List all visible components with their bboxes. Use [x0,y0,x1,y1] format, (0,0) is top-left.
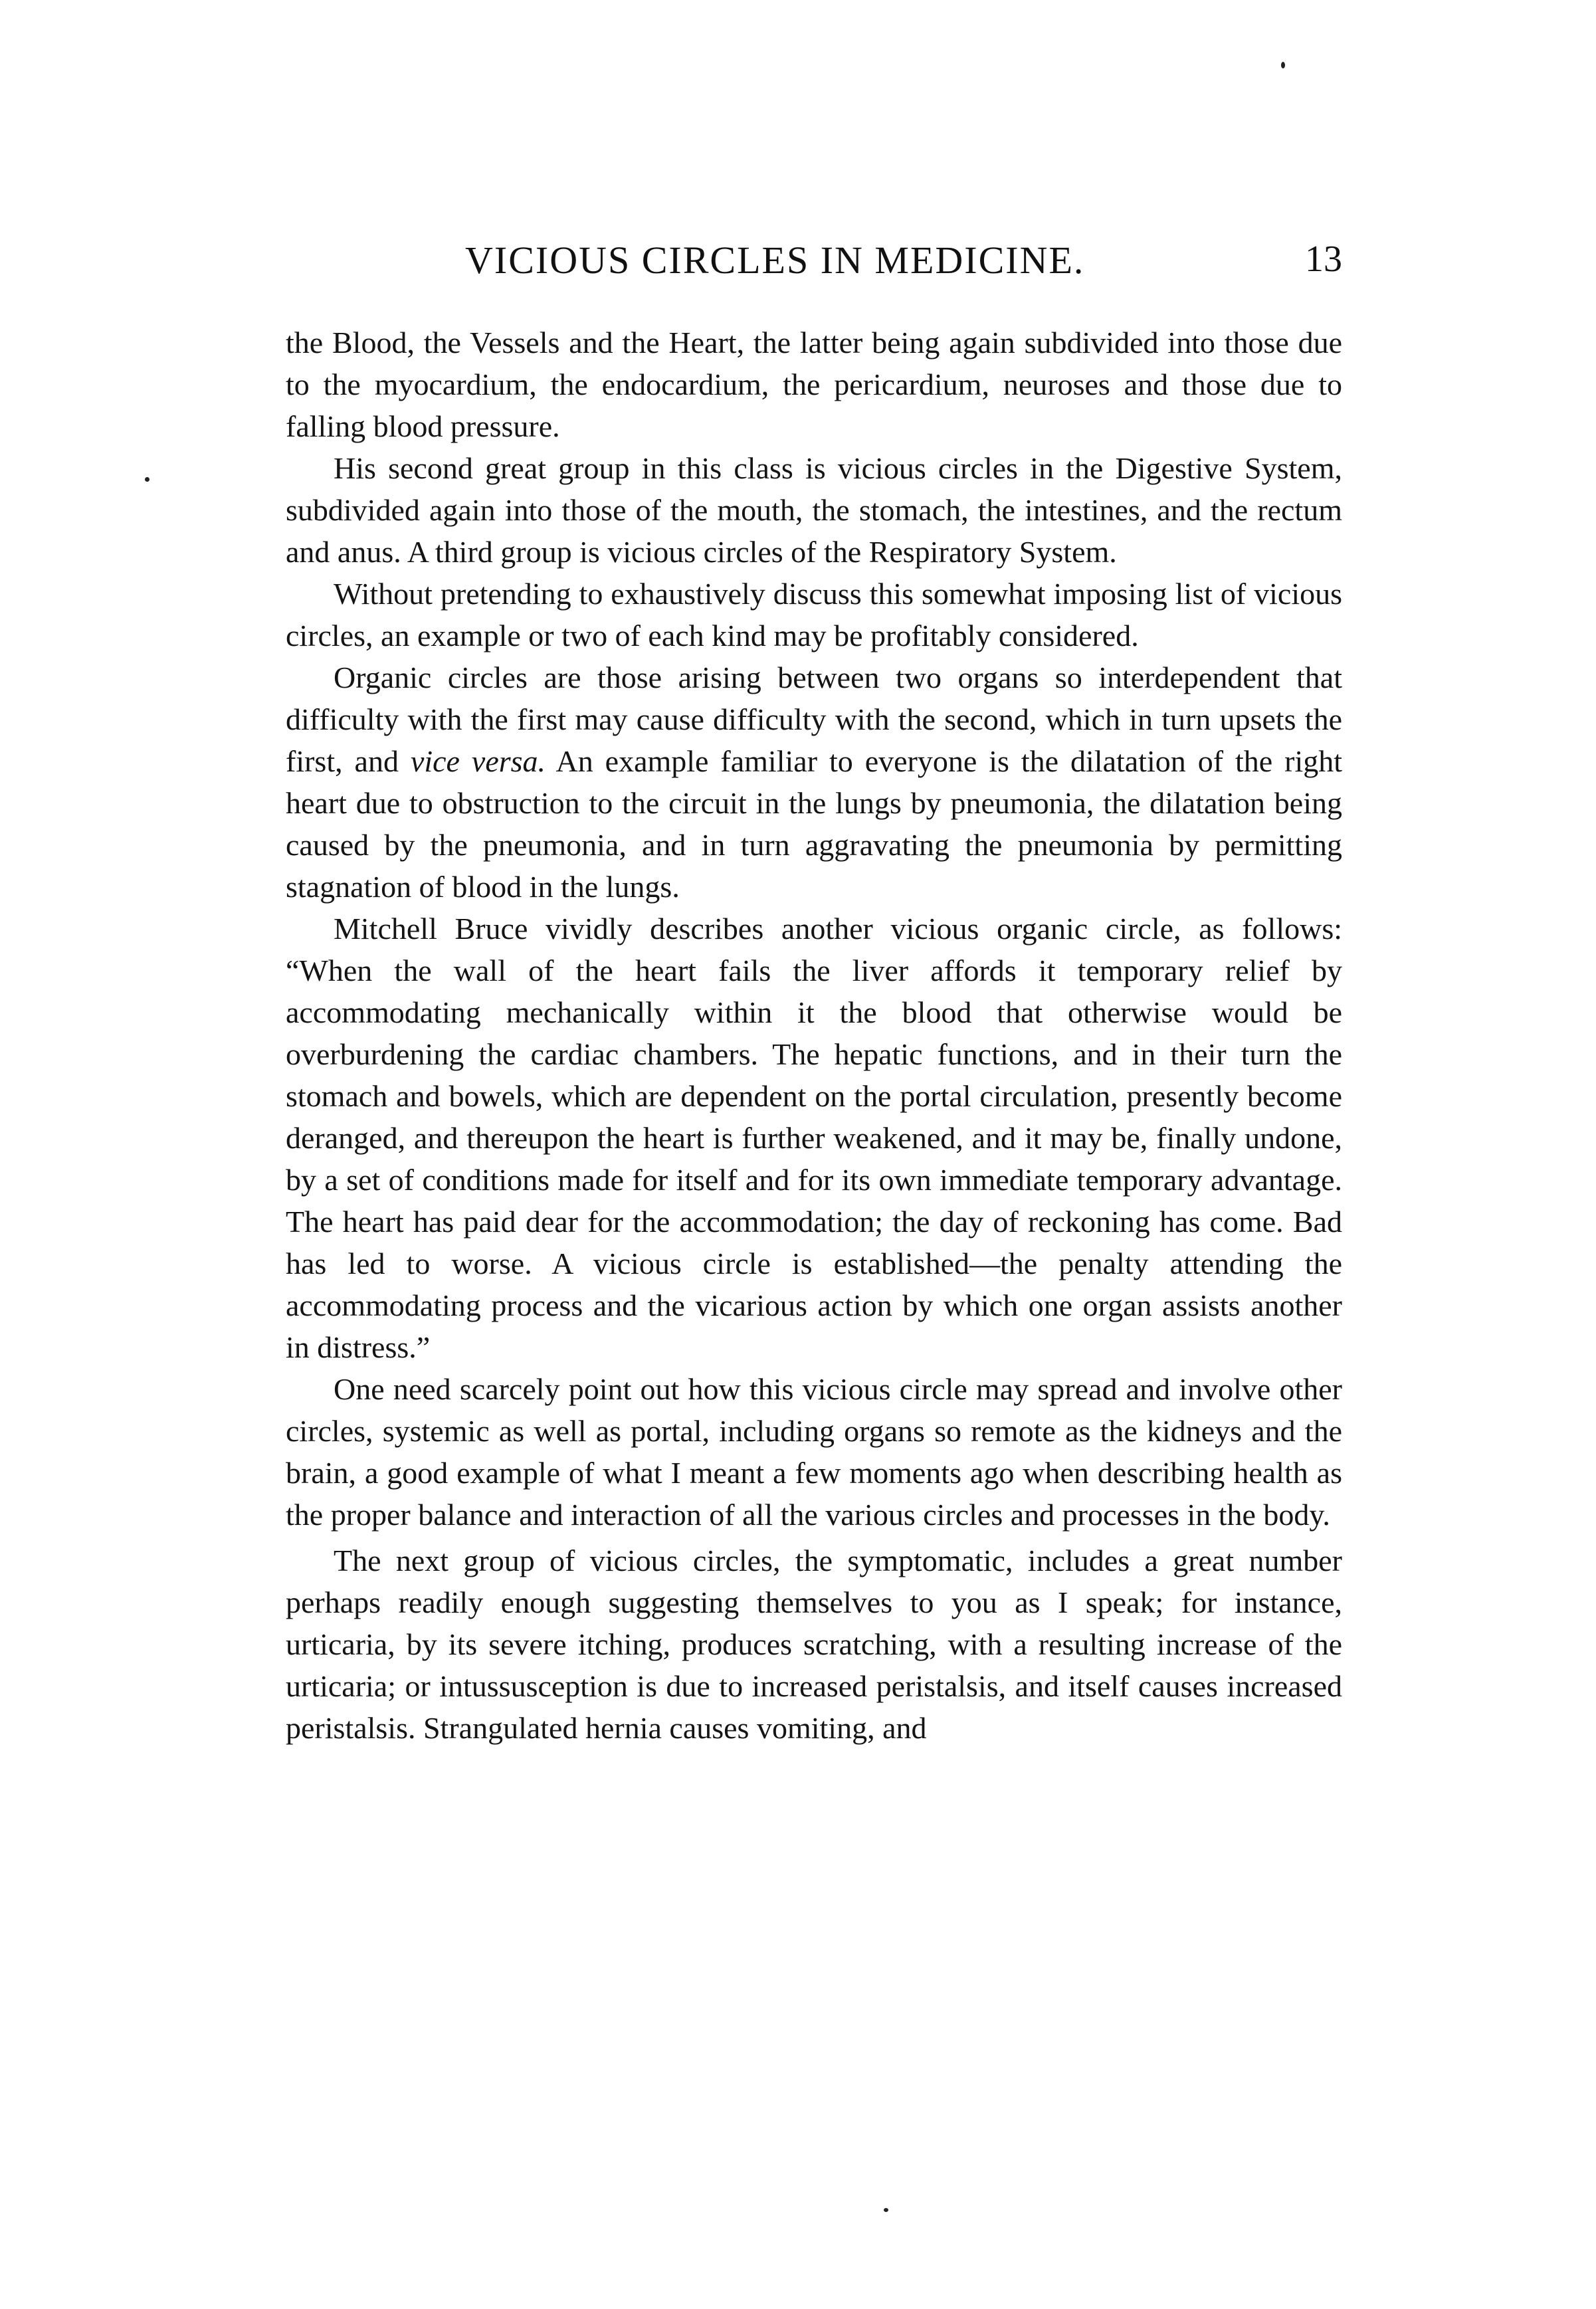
ink-speck [145,477,150,482]
paragraph-organic-circles [286,656,1342,908]
organic-circles-text: Organic circles are those arising between two organs so interdependent that difficulty with the first may cause difficulty with the second, which in turn upsets the first, and [286,660,1342,778]
page-number: 13 [1305,239,1342,280]
running-head: VICIOUS CIRCLES IN MEDICINE. [465,239,1085,282]
body-text [286,322,1342,1749]
ink-speck [1281,62,1285,68]
paragraph-digestive-system: His second great group in this class is vicious circles in the Digestive System, subdivided again into those of the mouth, the stomach, the intestines, and the rectum and anus. A third group is vicious circles of the Respiratory System. [286,451,1342,569]
ink-speck [884,2208,888,2212]
organic-circles-text-cont: An example familiar to everyone is the dilatation of the right heart due to obstruction to the circuit in the lungs by pneumonia, the dilatation being caused by the pneumonia, and in turn aggravating the pneumonia by permitting stagnation of blood in the lungs. [286,744,1343,904]
latin-phrase: vice versa. [410,744,546,778]
page-header [286,238,1342,298]
paragraph-symptomatic-circles: The next group of vicious circles, the symptomatic, includes a great number perhaps readily enough suggesting themselves to you as I speak; for instance, urticaria, by its severe itching, produces scratching, with a resulting increase of the urticaria; or intussusception is due to increased peristalsis, and itself causes increased peristalsis. Strangulated hernia causes vomiting, and [286,1544,1342,1745]
paragraph-continuation: the Blood, the Vessels and the Heart, the latter being again subdivided into those due to the myocardium, the endocardium, the pericardium, neuroses and those due to falling blood pressure. [286,326,1342,443]
paragraph-spread-circles: One need scarcely point out how this vicious circle may spread and involve other circles, systemic as well as portal, including organs so remote as the kidneys and the brain, a good example of what I meant a few moments ago when describing health as the proper balance and interaction of all the various circles and processes in the body. [286,1372,1342,1532]
paragraph-imposing-list: Without pretending to exhaustively discuss this somewhat imposing list of vicious circles, an example or two of each kind may be profitably considered. [286,577,1342,653]
paragraph-mitchell-bruce-quote: Mitchell Bruce vividly describes another vicious organic circle, as follows: “When the wall of the heart fails the liver affords it temporary relief by accommodating mechanically within it the blood that otherwise would be overburdening the cardiac chambers. The hepatic functions, and in their turn the stomach and bowels, which are dependent on the portal circulation, presently become deranged, and thereupon the heart is further weakened, and it may be, finally undone, by a set of conditions made for itself and for its own immediate temporary advantage. The heart has paid dear for the accommodation; the day of reckoning has come. Bad has led to worse. A vicious circle is established—the penalty attending the accommodating process and the vicarious action by which one organ assists another in distress.” [286,912,1342,1364]
